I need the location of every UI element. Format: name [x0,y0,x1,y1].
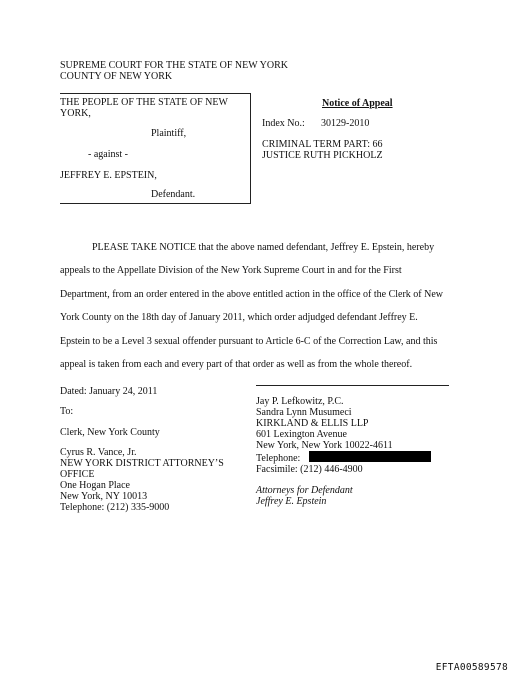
da-name: Cyrus R. Vance, Jr. [60,447,137,458]
firm-facsimile: Facsimile: (212) 446-4900 [256,464,363,475]
paragraph-line: PLEASE TAKE NOTICE that the above named defendant, Jeffrey E. Epstein, hereby [92,242,435,253]
case-caption-box [60,93,251,204]
attorney-name-1: Jay P. Lefkowitz, P.C. [256,396,344,407]
da-address-line2: New York, NY 10013 [60,491,148,502]
recipient-da-block [60,447,224,513]
attorney-name-2: Sandra Lynn Musumeci [256,407,352,418]
to-label: To: [60,406,74,417]
firm-address-line1: 601 Lexington Avenue [256,429,347,440]
presiding-justice: JUSTICE RUTH PICKHOLZ [262,150,383,161]
paragraph-line: Department, from an order entered in the above entitled action in the office of the Clerk of New [60,288,444,300]
criminal-term-part: CRIMINAL TERM PART: 66 [262,139,383,150]
plaintiff-name-line2: YORK, [60,108,91,119]
paragraph-line: Epstein to be a Level 3 sexual offender pursuant to Article 6-C of the Correction Law, and this [60,335,438,347]
firm-telephone [256,451,431,464]
paragraph-line: appeal is taken from each and every part of that order as well as from the whole thereof. [60,359,413,371]
telephone-label: Telephone: [256,453,301,464]
court-name: SUPREME COURT FOR THE STATE OF NEW YORK [60,60,288,71]
redaction-bar [309,451,431,462]
index-number-label: Index No.: [262,118,305,129]
index-number-value: 30129-2010 [321,118,370,129]
da-office-line1: NEW YORK DISTRICT ATTORNEY’S [60,458,224,469]
signature-line [256,385,449,386]
paragraph-line: York County on the 18th day of January 2011, which order adjudged defendant Jeffrey E. [60,312,418,324]
plaintiff-label: Plaintiff, [151,128,187,139]
law-firm-name: KIRKLAND & ELLIS LLP [256,418,369,429]
bates-number: EFTA00589578 [435,662,508,673]
attorney-role-line1: Attorneys for Defendant [256,485,353,496]
firm-address-line2: New York, New York 10022-4611 [256,440,393,451]
attorney-signature-block [256,396,431,507]
da-telephone: Telephone: (212) 335-9000 [60,502,170,513]
attorney-role-line2: Jeffrey E. Epstein [256,496,327,507]
paragraph-line: appeals to the Appellate Division of the New York Supreme Court in and for the First [60,265,402,277]
da-office-line2: OFFICE [60,469,95,480]
county-name: COUNTY OF NEW YORK [60,71,173,82]
court-header [60,60,288,82]
plaintiff-name-line1: THE PEOPLE OF THE STATE OF NEW [60,97,228,108]
recipient-clerk: Clerk, New York County [60,427,160,438]
dated-line: Dated: January 24, 2011 [60,386,158,397]
defendant-name: JEFFREY E. EPSTEIN, [60,170,157,181]
notice-paragraph [60,236,460,376]
defendant-label: Defendant. [151,189,196,200]
document-title: Notice of Appeal [322,98,393,109]
versus-label: - against - [88,149,128,160]
da-address-line1: One Hogan Place [60,480,130,491]
